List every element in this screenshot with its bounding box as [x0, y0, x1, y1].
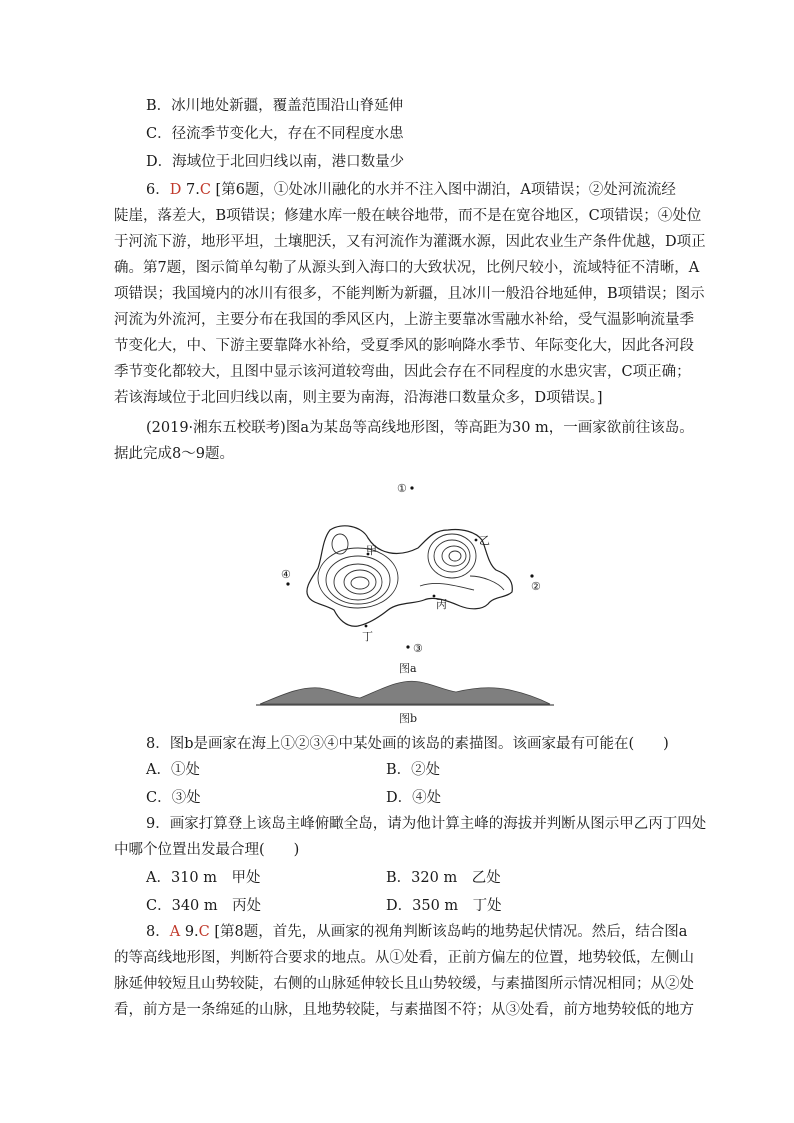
- q8-option-d: D．④处: [386, 790, 442, 806]
- explanation-line: [第6题，①处冰川融化的水并不注入图中湖泊，A项错误；②处河流流经: [215, 182, 676, 198]
- q8-option-a: A．①处: [146, 762, 200, 778]
- contour-line: [318, 548, 398, 608]
- explanation-line: 陡崖，落差大，B项错误；修建水库一般在峡谷地带，而不是在宽谷地区，C项错误；④处位: [114, 208, 702, 224]
- place-bing-dot: [433, 595, 436, 598]
- answer-prefix-9: 9.: [180, 924, 199, 940]
- contour-line: [434, 540, 470, 572]
- point-2-label: ②: [531, 580, 541, 593]
- contour-line: [470, 576, 504, 590]
- q8-stem: 8．图b是画家在海上①②③④中某处画的该岛的素描图。该画家最有可能在( ): [146, 736, 669, 752]
- place-ding-label: 丁: [362, 630, 373, 643]
- explanation-line: 的等高线地形图，判断符合要求的地点。从①处看，正前方偏左的位置，地势较低，左侧山: [114, 950, 694, 966]
- explanation-line: 若该海域位于北回归线以南，则主要为南海，沿海港口数量众多，D项错误。]: [114, 390, 603, 406]
- intro-line-1: (2019·湘东五校联考)图a为某岛等高线地形图，等高距为30 m，一画家欲前往该岛。: [146, 420, 694, 436]
- contour-line: [449, 551, 461, 561]
- q9-option-a: A．310 m 甲处: [146, 870, 261, 886]
- option-c-prev: C．径流季节变化大，存在不同程度水患: [146, 126, 404, 142]
- answer-prefix-6: 6．: [146, 182, 170, 198]
- caption-a: 图a: [399, 662, 417, 675]
- q9-stem-1: 9．画家打算登上该岛主峰俯瞰全岛，请为他计算主峰的海拔并判断从图示甲乙丙丁四处: [146, 816, 707, 832]
- answer-6: D: [169, 182, 182, 198]
- place-yi-label: 乙: [479, 534, 490, 547]
- q9-option-b: B．320 m 乙处: [386, 870, 501, 886]
- answer-7: C: [199, 182, 211, 198]
- q8-option-c: C．③处: [146, 790, 201, 806]
- explanation-line: 河流为外流河，主要分布在我国的季风区内，上游主要靠冰雪融水补给，受气温影响流量季: [114, 312, 694, 328]
- contour-line: [351, 577, 369, 589]
- explanation-line: 看，前方是一条绵延的山脉，且地势较陡，与素描图不符；从③处看，前方地势较低的地方: [114, 1002, 694, 1018]
- contour-line: [326, 556, 390, 604]
- caption-b: 图b: [399, 712, 418, 725]
- answer-prefix-7: 7.: [181, 182, 200, 198]
- q9-stem-2: 中哪个位置出发最合理( ): [114, 842, 300, 858]
- q9-option-d: D．350 m 丁处: [386, 898, 502, 914]
- point-3-dot: [406, 645, 409, 648]
- island-figure: [250, 478, 560, 728]
- explanation-line: 季节变化都较大，且图中显示该河道较弯曲，因此会存在不同程度的水患灾害，C项正确；: [114, 364, 691, 380]
- explanation-line: [第8题，首先，从画家的视角判断该岛屿的地势起伏情况。然后，结合图a: [214, 924, 688, 940]
- q9-option-c: C．340 m 丙处: [146, 898, 262, 914]
- point-4-label: ④: [281, 568, 291, 581]
- place-ding-dot: [365, 625, 368, 628]
- contour-line: [344, 570, 376, 594]
- answer-8: A: [169, 924, 181, 940]
- contour-line: [442, 546, 466, 566]
- answer-8-9-line-1: [146, 922, 687, 942]
- explanation-line: 项错误；我国境内的冰川有很多，不能判断为新疆，且冰川一般沿谷地延伸，B项错误；图示: [114, 286, 705, 302]
- answer-9: C: [198, 924, 210, 940]
- answer-6-7-line-1: [146, 180, 676, 200]
- island-sketch: [260, 681, 550, 704]
- intro-line-2: 据此完成8～9题。: [114, 446, 234, 462]
- point-1-dot: [410, 486, 413, 489]
- contour-line: [334, 564, 382, 600]
- answer-prefix-8: 8．: [146, 924, 170, 940]
- option-d-prev: D．海域位于北回归线以南，港口数量少: [146, 154, 405, 170]
- place-jia-label: 甲: [366, 544, 377, 557]
- contour-line: [420, 583, 474, 590]
- point-2-dot: [530, 574, 533, 577]
- point-4-dot: [286, 582, 289, 585]
- q8-option-b: B．②处: [386, 762, 441, 778]
- contour-line: [428, 534, 476, 578]
- option-b-prev: B．冰川地处新疆，覆盖范围沿山脊延伸: [146, 98, 404, 114]
- place-yi-dot: [475, 539, 478, 542]
- explanation-line: 脉延伸较短且山势较陡，右侧的山脉延伸较长且山势较缓，与素描图所示情况相同；从②处: [114, 976, 694, 992]
- place-bing-label: 丙: [436, 598, 447, 611]
- explanation-line: 于河流下游，地形平坦，土壤肥沃，又有河流作为灌溉水源，因此农业生产条件优越，D项正: [114, 234, 706, 250]
- island-map-svg: [250, 478, 560, 728]
- point-1-label: ①: [397, 482, 407, 495]
- point-3-label: ③: [413, 642, 423, 655]
- explanation-line: 节变化大，中、下游主要靠降水补给，受夏季风的影响降水季节、年际变化大，因此各河段: [114, 338, 694, 354]
- explanation-line: 确。第7题，图示简单勾勒了从源头到入海口的大致状况，比例尺较小，流域特征不清晰，A: [114, 260, 700, 276]
